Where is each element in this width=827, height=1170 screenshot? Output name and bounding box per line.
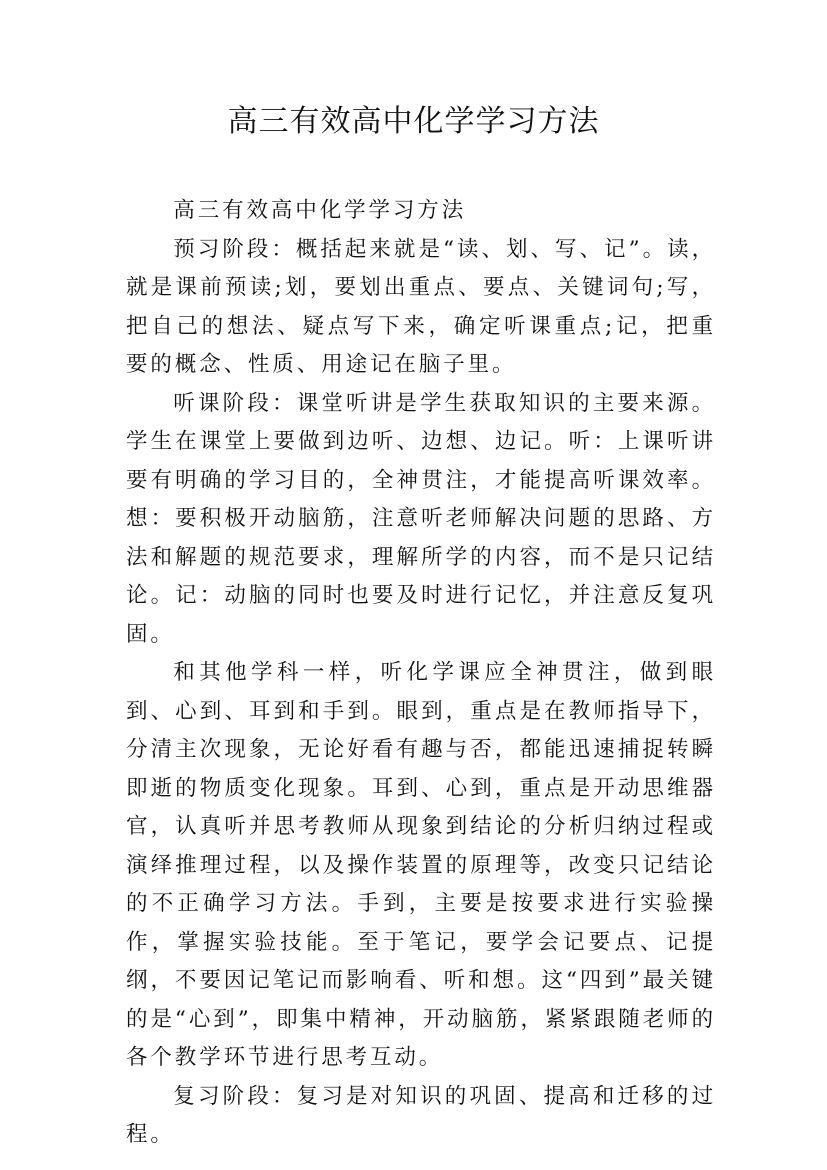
paragraph-preview-stage: 预习阶段：概括起来就是“读、划、写、记”。读，就是课前预读;划，要划出重点、要点、关键词句;写，把自己的想法、疑点写下来，确定听课重点;记，把重要的概念、性质、用途记在脑子里。 bbox=[126, 236, 716, 377]
paragraph-subtitle: 高三有效高中化学学习方法 bbox=[173, 198, 467, 223]
paragraph-review-stage: 复习阶段：复习是对知识的巩固、提高和迁移的过程。 bbox=[126, 1083, 716, 1147]
paragraph-listening-stage: 听课阶段：课堂听讲是学生获取知识的主要来源。学生在课堂上要做到边听、边想、边记。听：上课听讲要有明确的学习目的，全神贯注，才能提高听课效率。想：要积极开动脑筋，注意听老师解决问题的思路、方法和解题的规范要求，理解所学的内容，而不是只记结论。记：动脑的同时也要及时进行记忆，并注意反复巩固。 bbox=[126, 390, 716, 647]
document-title: 高三有效高中化学学习方法 bbox=[227, 104, 600, 139]
document-body bbox=[126, 192, 716, 1155]
paragraph-four-attentions: 和其他学科一样，听化学课应全神贯注，做到眼到、心到、耳到和手到。眼到，重点是在教师指导下，分清主次现象，无论好看有趣与否，都能迅速捕捉转瞬即逝的物质变化现象。耳到、心到，重点是开动思维器官，认真听并思考教师从现象到结论的分析归纳过程或演绎推理过程，以及操作装置的原理等，改变只记结论的不正确学习方法。手到，主要是按要求进行实验操作，掌握实验技能。至于笔记，要学会记要点、记提纲，不要因记笔记而影响看、听和想。这“四到”最关键的是“心到”，即集中精神，开动脑筋，紧紧跟随老师的各个教学环节进行思考互动。 bbox=[126, 660, 716, 1070]
